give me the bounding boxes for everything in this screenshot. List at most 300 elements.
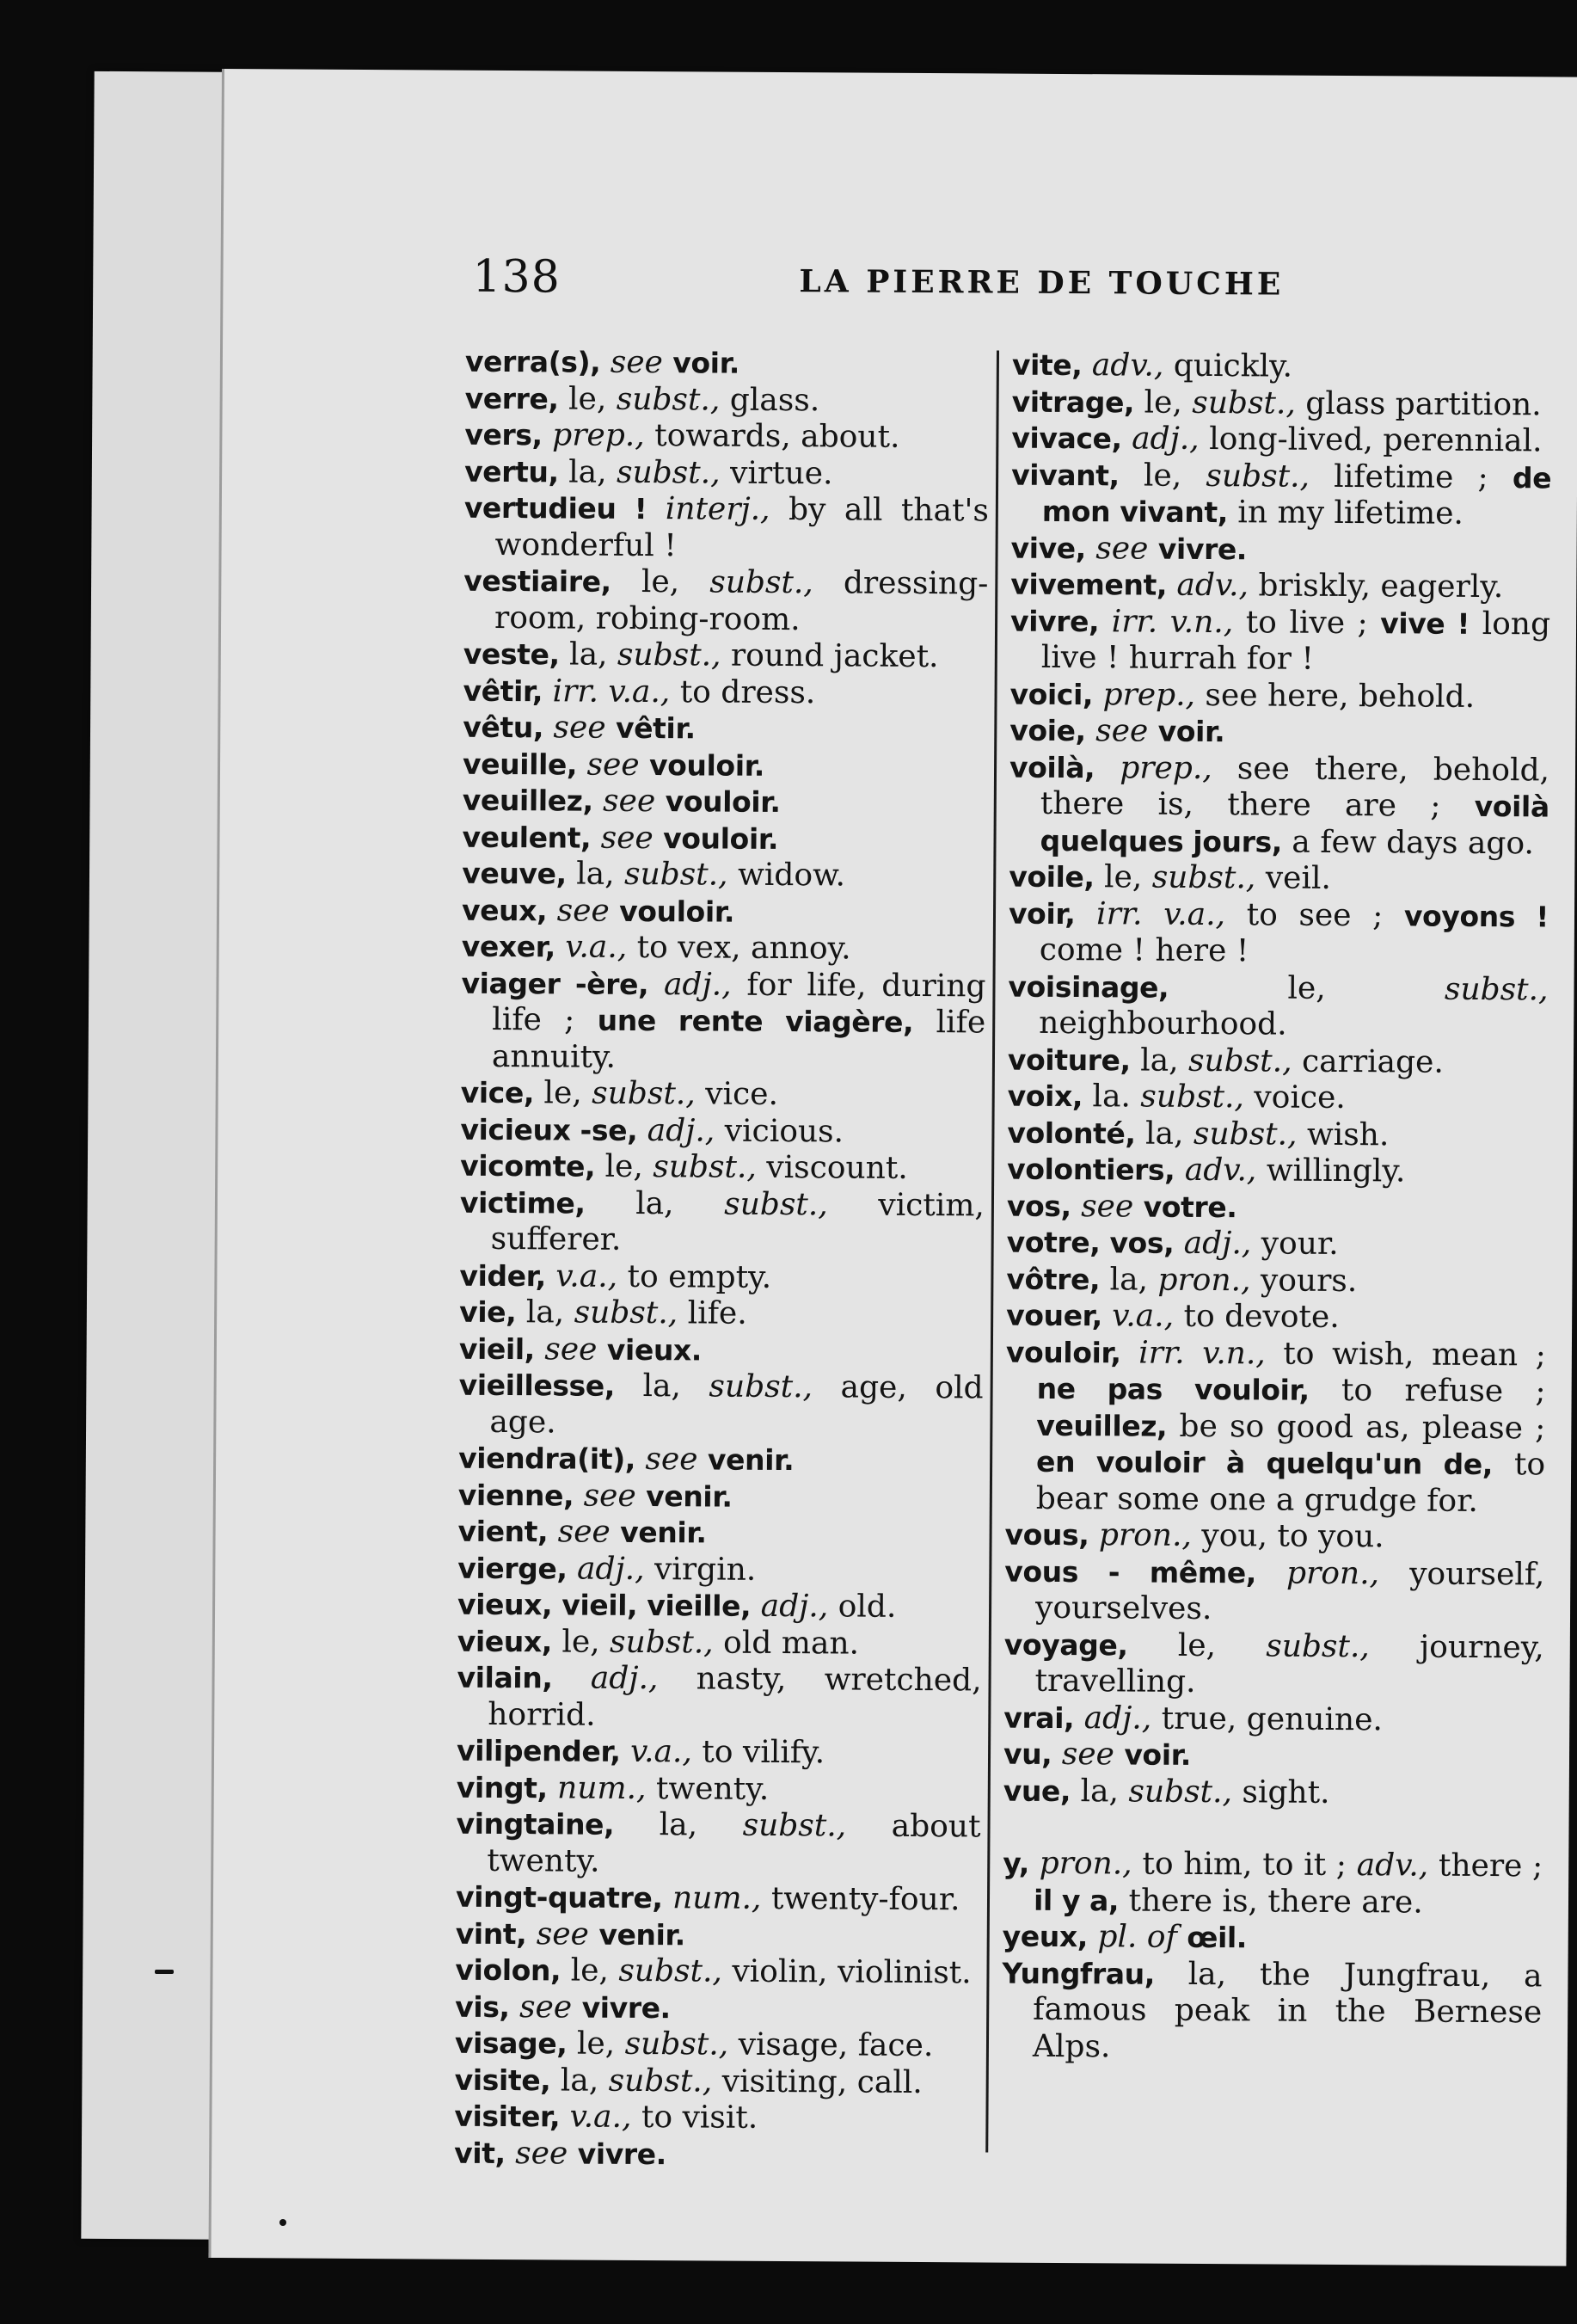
part-of-speech: subst.,	[624, 2026, 729, 2063]
article: la,	[569, 636, 608, 673]
dictionary-entry	[459, 1257, 984, 1297]
definition: briskly, eagerly.	[1258, 568, 1504, 606]
dictionary-entry	[456, 1879, 980, 1919]
headword: vu,	[1003, 1737, 1052, 1771]
headword: vient,	[457, 1514, 549, 1549]
dictionary-entry	[1006, 1298, 1546, 1337]
headword: vrai,	[1003, 1700, 1075, 1735]
definition: come ! here !	[1039, 931, 1249, 969]
article: la,	[659, 1807, 698, 1843]
definition: virtue.	[729, 455, 833, 491]
part-of-speech: subst.,	[1128, 1773, 1233, 1810]
part-of-speech: v.a.,	[629, 1733, 693, 1770]
dictionary-entry	[457, 1660, 982, 1737]
dictionary-entry	[457, 1769, 981, 1809]
dictionary-entry	[458, 1477, 983, 1516]
dictionary-entry	[456, 1915, 980, 1955]
scan-speck	[155, 1970, 174, 1974]
dictionary-entry	[1009, 713, 1549, 753]
cross-reference: une rente viagère,	[597, 1003, 914, 1039]
definition: to vilify.	[702, 1734, 825, 1771]
article: la,	[635, 1185, 674, 1221]
part-of-speech: see	[645, 1442, 698, 1478]
cross-reference: votre.	[1143, 1190, 1237, 1224]
headword: vingtaine,	[456, 1806, 615, 1841]
cross-reference: vouloir.	[648, 747, 765, 783]
part-of-speech: see	[1095, 713, 1149, 749]
dictionary-entry	[1003, 1919, 1543, 1958]
dictionary-entry	[1003, 1700, 1543, 1739]
dictionary-entry	[454, 2099, 979, 2138]
definition: to live ;	[1245, 604, 1368, 641]
definition: lifetime ;	[1334, 458, 1488, 495]
article: la,	[1109, 1261, 1149, 1298]
definition: glass partition.	[1305, 385, 1542, 422]
headword: voilà,	[1009, 750, 1095, 784]
definition: vice.	[705, 1076, 779, 1112]
part-of-speech: subst.,	[1192, 384, 1296, 421]
part-of-speech: v.a.,	[565, 929, 628, 965]
dictionary-entry	[463, 673, 987, 712]
dictionary-entry	[457, 1733, 981, 1773]
dictionary-entry	[465, 380, 990, 420]
dictionary-entry	[454, 2135, 979, 2174]
part-of-speech: see	[610, 344, 664, 381]
part-of-speech: adv.,	[1356, 1848, 1429, 1884]
headword: vivre,	[1009, 604, 1100, 638]
part-of-speech: see	[553, 710, 606, 746]
headword: voisinage,	[1008, 969, 1169, 1005]
part-of-speech: adj.,	[1083, 1700, 1152, 1737]
part-of-speech: see	[583, 1478, 636, 1514]
headword: vit,	[454, 2136, 506, 2170]
headword: vivement,	[1010, 567, 1168, 602]
headword: visite,	[454, 2063, 551, 2097]
headword: voici,	[1009, 677, 1094, 711]
definition: violin, violinist.	[732, 1953, 972, 1991]
right-column	[1002, 347, 1552, 2069]
dictionary-entry	[1010, 567, 1550, 606]
cross-reference: venir.	[620, 1515, 707, 1550]
part-of-speech: num.,	[556, 1769, 647, 1806]
definition: carriage.	[1301, 1043, 1445, 1080]
headword: voyage,	[1003, 1627, 1128, 1662]
part-of-speech: subst.,	[616, 454, 721, 491]
definition: journey, travelling.	[1034, 1629, 1544, 1700]
headword: vivace,	[1011, 421, 1122, 456]
dictionary-entry	[463, 563, 989, 640]
article: le,	[1144, 384, 1182, 421]
book-page	[208, 69, 1577, 2266]
cross-reference: vivre.	[577, 2136, 667, 2171]
headword: verre,	[464, 381, 559, 415]
headword: vertu,	[464, 454, 559, 489]
cross-reference: voir.	[1124, 1737, 1192, 1772]
definition: yourself, yourselves.	[1034, 1555, 1545, 1627]
definition: your.	[1261, 1226, 1339, 1262]
headword: vienne,	[457, 1478, 574, 1513]
article: le,	[568, 380, 607, 417]
part-of-speech: see	[544, 1331, 598, 1368]
part-of-speech: subst.,	[1140, 1079, 1245, 1116]
part-of-speech: see	[586, 747, 640, 783]
definition: willingly.	[1266, 1153, 1406, 1190]
definition: visiting, call.	[721, 2063, 923, 2100]
headword: vestiaire,	[463, 563, 611, 599]
definition: to devote.	[1183, 1298, 1340, 1335]
headword: vouer,	[1006, 1298, 1102, 1333]
definition: towards, about.	[654, 418, 900, 455]
part-of-speech: subst.,	[709, 564, 813, 601]
part-of-speech: see	[600, 820, 654, 856]
definition: you, to you.	[1201, 1517, 1384, 1555]
cross-reference: vouloir.	[619, 894, 735, 929]
page-number: 138	[472, 250, 561, 304]
headword: veulent,	[462, 820, 592, 855]
part-of-speech: see	[602, 783, 656, 820]
part-of-speech: pl. of	[1097, 1919, 1178, 1955]
part-of-speech: subst.,	[1187, 1042, 1292, 1079]
dictionary-entry	[457, 1514, 982, 1553]
headword: visage,	[454, 2026, 568, 2061]
part-of-speech: subst.,	[574, 1294, 678, 1331]
definition: twenty-four.	[770, 1880, 960, 1918]
cross-reference: en vouloir à quelqu'un de,	[1036, 1444, 1494, 1482]
article: la,	[560, 2062, 599, 2099]
dictionary-entry	[1009, 676, 1549, 716]
headword: vexer,	[461, 929, 556, 964]
definition: virgin.	[654, 1551, 757, 1588]
definition: veil.	[1265, 860, 1332, 896]
headword: vous,	[1004, 1517, 1089, 1552]
dictionary-entry	[464, 417, 989, 457]
definition: in my lifetime.	[1237, 495, 1464, 532]
cross-reference: de mon vivant,	[1041, 460, 1552, 530]
part-of-speech: see	[515, 2135, 568, 2172]
headword: vite,	[1011, 347, 1083, 383]
part-of-speech: adj.,	[1183, 1225, 1252, 1262]
definition: to vex, annoy.	[636, 929, 851, 967]
cross-reference: vivre.	[1157, 532, 1248, 566]
headword: vive,	[1010, 531, 1087, 565]
definition: see there, behold, there is, there are ;	[1040, 750, 1550, 824]
definition: to him, to it ;	[1142, 1846, 1347, 1884]
dictionary-entry	[460, 1148, 985, 1188]
headword: yeux,	[1002, 1919, 1089, 1954]
part-of-speech: adj.,	[590, 1660, 659, 1697]
part-of-speech: v.a.,	[555, 1257, 618, 1294]
definition: victim, sufferer.	[490, 1187, 985, 1257]
definition: glass.	[729, 382, 820, 418]
headword: vingt-quatre,	[455, 1879, 663, 1915]
dictionary-entry	[1012, 384, 1552, 423]
part-of-speech: subst.,	[1444, 971, 1549, 1007]
dictionary-entry	[455, 1989, 979, 2028]
dictionary-entry	[457, 1587, 982, 1626]
part-of-speech: subst.,	[623, 856, 728, 893]
part-of-speech: subst.,	[1193, 1116, 1298, 1153]
part-of-speech: adj.,	[1132, 421, 1200, 457]
definition: about twenty.	[487, 1808, 981, 1879]
definition: life annuity.	[491, 1005, 986, 1075]
part-of-speech: subst.,	[742, 1807, 847, 1844]
article: la,	[568, 453, 607, 490]
headword: veuve,	[462, 856, 567, 891]
definition: age, old age.	[489, 1369, 984, 1440]
cross-reference: voir.	[672, 346, 740, 380]
definition: round jacket.	[730, 637, 939, 675]
part-of-speech: irr. v.a.,	[552, 673, 671, 710]
article: la,	[1144, 1116, 1184, 1152]
headword: vider,	[459, 1258, 546, 1293]
article: le,	[604, 1148, 643, 1185]
part-of-speech: see	[556, 892, 610, 929]
headword: vieil,	[458, 1331, 536, 1366]
part-of-speech: subst.,	[617, 636, 721, 673]
cross-reference: vieux.	[606, 1332, 703, 1367]
headword: voie,	[1009, 713, 1086, 748]
headword: vilain,	[457, 1660, 553, 1695]
dictionary-entry	[463, 746, 987, 785]
dictionary-entry	[1005, 1334, 1546, 1520]
article: le,	[576, 2026, 616, 2062]
headword: vieux,	[457, 1624, 553, 1658]
dictionary-entry	[460, 1184, 985, 1261]
definition: to bear some one a grudge for.	[1035, 1447, 1546, 1519]
dictionary-entry	[455, 2062, 979, 2101]
definition: life.	[687, 1295, 747, 1331]
dictionary-entry	[1003, 1737, 1543, 1776]
headword: voile,	[1009, 859, 1095, 895]
headword: verra(s),	[464, 344, 601, 379]
part-of-speech: see	[536, 1915, 590, 1952]
dictionary-entry	[1009, 859, 1549, 899]
headword: vieux, vieil, vieille,	[457, 1587, 752, 1623]
part-of-speech: prep.,	[1120, 749, 1212, 786]
headword: veuillez,	[462, 783, 593, 818]
article: la,	[642, 1368, 682, 1405]
dictionary-entry	[1002, 1955, 1543, 2068]
part-of-speech: subst.,	[610, 1624, 714, 1661]
headword: violon,	[455, 1952, 561, 1988]
dictionary-entry	[1012, 347, 1552, 387]
definition: long-lived, perennial.	[1209, 421, 1543, 459]
cross-reference: œil.	[1187, 1920, 1248, 1955]
headword: vertudieu !	[463, 490, 647, 526]
dictionary-entry	[1007, 1188, 1547, 1227]
part-of-speech: pron.,	[1286, 1555, 1380, 1591]
dictionary-entry	[461, 965, 986, 1078]
definition: widow.	[737, 857, 846, 894]
headword: vilipender,	[456, 1733, 621, 1768]
headword: Yungfrau,	[1002, 1956, 1156, 1991]
article: la,	[1140, 1042, 1179, 1079]
dictionary-entry	[1011, 457, 1552, 533]
part-of-speech: subst.,	[592, 1075, 696, 1112]
headword: vos,	[1006, 1189, 1071, 1223]
part-of-speech: adj.,	[647, 1112, 715, 1149]
dictionary-entry	[1010, 603, 1551, 679]
definition: dressing-room, robing-room.	[494, 565, 989, 637]
definition: to visit.	[641, 2100, 758, 2136]
part-of-speech: num.,	[672, 1880, 762, 1916]
part-of-speech: pron.,	[1157, 1262, 1251, 1298]
dictionary-entry	[464, 453, 989, 493]
definition: be so good as, please ;	[1179, 1408, 1546, 1446]
cross-reference: voilà quelques jours,	[1040, 789, 1549, 859]
definition: by all that's wonderful !	[494, 492, 990, 563]
definition: sight.	[1242, 1774, 1330, 1811]
dictionary-entry	[459, 1294, 984, 1334]
cross-reference: voir.	[1157, 714, 1225, 749]
part-of-speech: see	[1081, 1188, 1134, 1225]
headword: vieillesse,	[458, 1368, 616, 1403]
definition: old man.	[723, 1625, 860, 1662]
part-of-speech: adj.,	[760, 1588, 829, 1625]
part-of-speech: irr. v.n.,	[1111, 603, 1234, 640]
headword: y,	[1003, 1846, 1030, 1880]
part-of-speech: prep.,	[552, 417, 645, 454]
article: le,	[543, 1075, 582, 1111]
definition: to wish, mean ;	[1283, 1336, 1547, 1373]
article: la,	[1187, 1956, 1227, 1992]
article: le,	[1143, 458, 1182, 494]
definition: the Jungfrau, a famous peak in the Bernese Alps.	[1032, 1956, 1543, 2064]
definition: wish.	[1306, 1116, 1390, 1153]
dictionary-entry	[459, 1331, 984, 1370]
part-of-speech: adv.,	[1184, 1152, 1257, 1189]
headword: veux,	[461, 893, 548, 927]
dictionary-entry	[1007, 1225, 1547, 1264]
part-of-speech: pron.,	[1098, 1517, 1193, 1553]
definition: long live ! hurrah for !	[1040, 606, 1551, 677]
article: le,	[570, 1952, 610, 1989]
dictionary-entry	[457, 1550, 982, 1589]
part-of-speech: subst.,	[608, 2063, 713, 2100]
article: le,	[561, 1623, 600, 1660]
definition: old.	[838, 1589, 897, 1625]
article: la,	[1080, 1773, 1120, 1809]
dictionary-entry	[455, 1952, 979, 1992]
dictionary-entry	[456, 1806, 981, 1883]
part-of-speech: see	[1095, 530, 1149, 567]
dictionary-entry	[463, 490, 989, 567]
headword: viager -ère,	[461, 966, 649, 1001]
running-title: LA PIERRE DE TOUCHE	[799, 263, 1285, 303]
part-of-speech: prep.,	[1102, 676, 1196, 713]
headword: votre, vos,	[1006, 1225, 1175, 1260]
dictionary-entry	[458, 1368, 984, 1444]
headword: vivant,	[1011, 458, 1120, 492]
part-of-speech: see	[1061, 1737, 1115, 1773]
dictionary-entry	[1004, 1517, 1544, 1557]
part-of-speech: subst.,	[709, 1368, 813, 1405]
dictionary-entry	[1007, 1152, 1547, 1191]
headword: voix,	[1007, 1079, 1083, 1114]
headword: vie,	[459, 1294, 517, 1330]
dictionary-entry	[462, 892, 986, 931]
headword: vous - même,	[1004, 1554, 1257, 1589]
headword: veuille,	[462, 747, 578, 782]
headword: vingt,	[456, 1770, 548, 1804]
part-of-speech: v.a.,	[1112, 1298, 1175, 1334]
headword: vicieux -se,	[460, 1112, 638, 1147]
headword: viendra(it),	[458, 1441, 636, 1476]
dictionary-entry	[463, 710, 987, 749]
headword: vôtre,	[1006, 1262, 1101, 1296]
cross-reference: il y a,	[1033, 1883, 1120, 1917]
dictionary-entry	[1007, 1115, 1547, 1154]
cross-reference: vouloir.	[663, 821, 779, 856]
page-header	[472, 251, 1547, 310]
headword: victime,	[459, 1185, 586, 1220]
part-of-speech: irr. v.n.,	[1138, 1335, 1266, 1371]
article: le,	[641, 563, 680, 600]
dictionary-entry	[457, 1623, 982, 1663]
dictionary-entry	[1003, 1626, 1544, 1703]
cross-reference: vive !	[1380, 606, 1470, 641]
dictionary-entry	[460, 1111, 985, 1151]
part-of-speech: v.a.,	[569, 2099, 632, 2135]
dictionary-entry	[1008, 1079, 1548, 1118]
article: le,	[1177, 1627, 1217, 1663]
cross-reference: venir.	[707, 1442, 795, 1478]
definition: to see ;	[1246, 896, 1384, 933]
definition: twenty.	[655, 1770, 770, 1807]
part-of-speech: subst.,	[618, 1952, 723, 1989]
definition: see here, behold.	[1205, 677, 1476, 715]
cross-reference: venir.	[598, 1917, 685, 1952]
headword: volonté,	[1007, 1116, 1136, 1151]
definition: visage, face.	[738, 2026, 934, 2064]
left-column	[454, 344, 990, 2175]
dictionary-entry	[1004, 1553, 1545, 1630]
part-of-speech: subst.,	[1266, 1627, 1370, 1664]
headword: visiter,	[454, 2099, 561, 2134]
definition: to refuse ;	[1341, 1372, 1546, 1410]
scan-speck	[279, 2219, 286, 2226]
headword: vouloir,	[1005, 1335, 1121, 1369]
cross-reference: vouloir.	[665, 784, 781, 819]
article: le,	[1287, 970, 1326, 1006]
cross-reference: voyons !	[1403, 898, 1549, 933]
headword: vierge,	[457, 1551, 568, 1585]
part-of-speech: see	[557, 1514, 611, 1550]
article: la,	[576, 856, 615, 892]
cross-reference: ne pas vouloir,	[1036, 1371, 1310, 1407]
part-of-speech: adj.,	[576, 1551, 645, 1587]
headword: vue,	[1003, 1774, 1071, 1808]
headword: vitrage,	[1011, 384, 1135, 419]
cross-reference: veuillez,	[1036, 1408, 1168, 1443]
headword: vêtir,	[463, 673, 543, 708]
definition: a few days ago.	[1292, 824, 1535, 861]
dictionary-entry	[462, 819, 986, 858]
definition: vicious.	[724, 1113, 844, 1149]
dictionary-entry	[1003, 1773, 1543, 1812]
dictionary-entry	[1009, 895, 1549, 972]
dictionary-entry	[1006, 1261, 1546, 1300]
article: le,	[1103, 859, 1143, 895]
headword: vêtu,	[463, 710, 544, 745]
definition: voice.	[1254, 1079, 1346, 1116]
part-of-speech: adj.,	[663, 966, 732, 1003]
dictionary-entry	[463, 636, 988, 676]
definition: true, genuine.	[1161, 1700, 1384, 1737]
definition: to empty.	[627, 1258, 772, 1295]
cross-reference: vivre.	[581, 1990, 671, 2025]
part-of-speech: see	[519, 1989, 573, 2026]
